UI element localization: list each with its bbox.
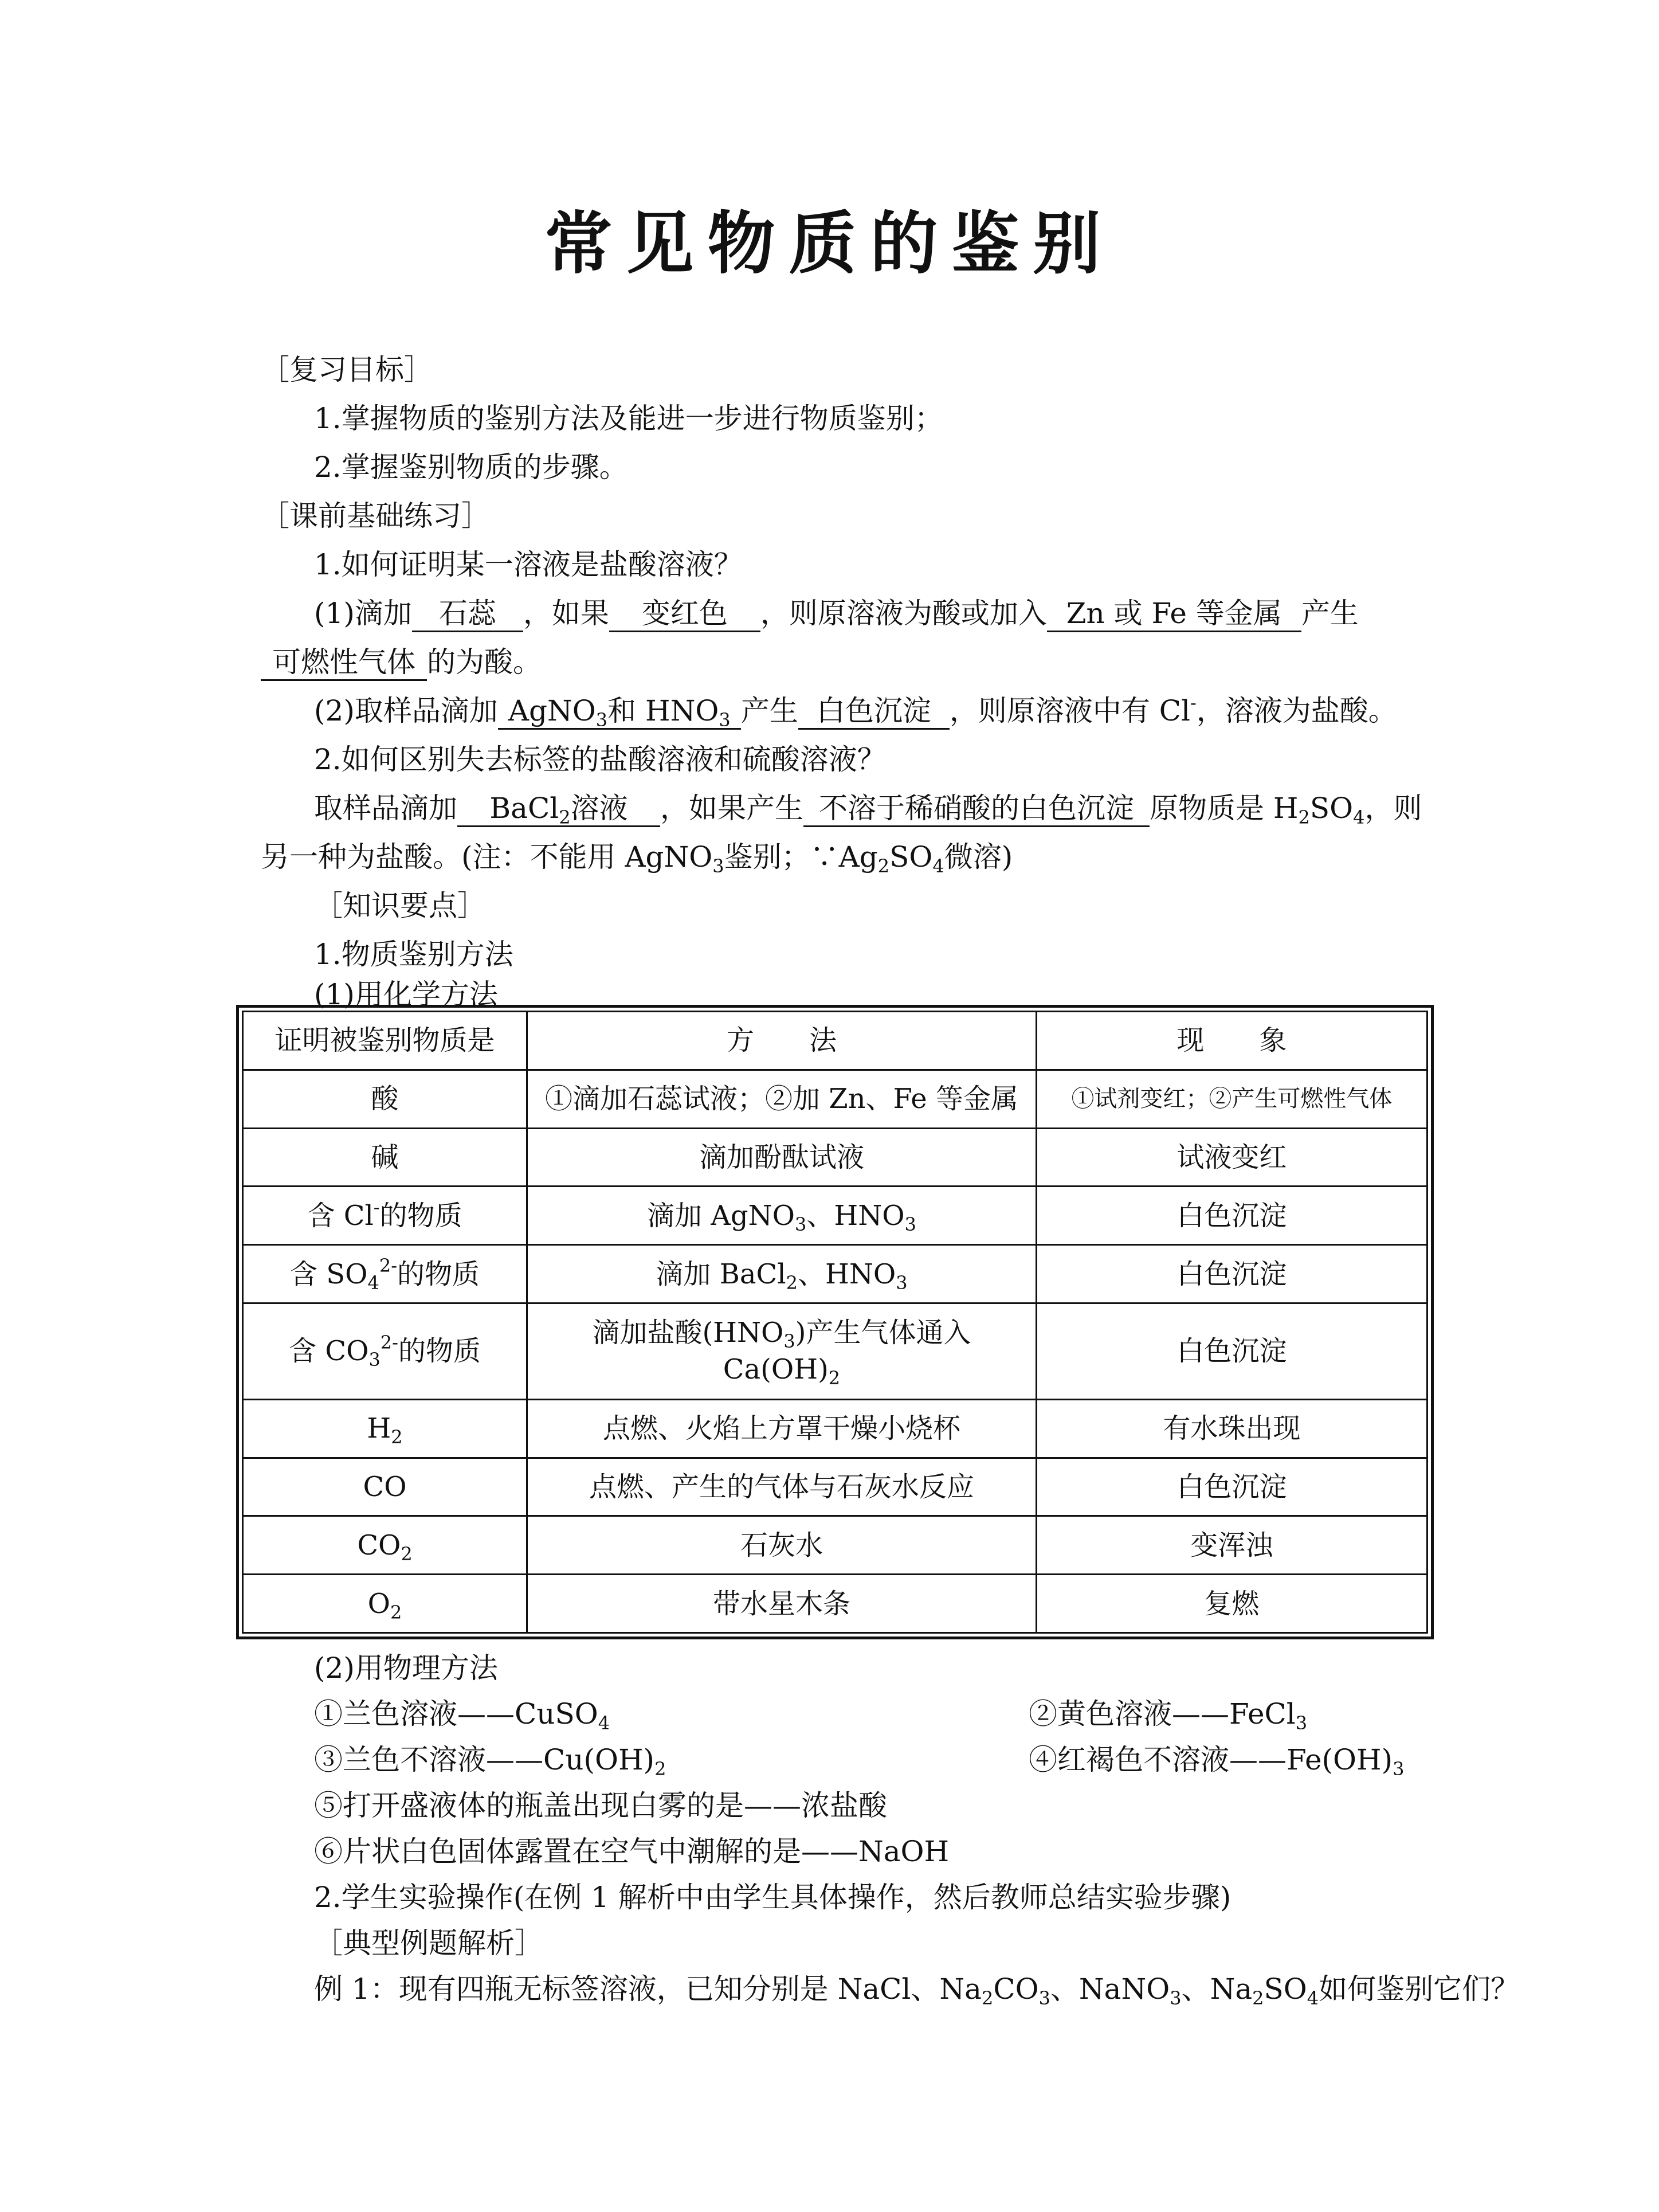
phenomenon-cell: 试液变红: [1036, 1128, 1427, 1187]
phenomenon-cell: 变浑浊: [1036, 1516, 1427, 1575]
subscript: 4: [1353, 807, 1365, 828]
table-row: [243, 1245, 1427, 1303]
header-cell: 证明被鉴别物质是: [243, 1012, 527, 1070]
subscript: 2: [786, 1271, 798, 1294]
text: 含 SO: [290, 1258, 368, 1290]
text: 如何鉴别它们？: [1319, 1972, 1520, 2006]
subscript: 4: [1307, 1987, 1319, 2009]
text: 产生: [740, 694, 798, 727]
answer-blank: 变红色: [609, 596, 760, 632]
substance-cell: [243, 1399, 527, 1458]
table-row: [243, 1128, 1427, 1187]
subscript: 2: [1252, 1987, 1264, 2009]
text: 滴加 AgNO: [647, 1199, 795, 1232]
superscript: -: [373, 1196, 380, 1218]
text: 另一种为盐酸。(注：不能用 AgNO: [261, 840, 713, 874]
substance-cell: [243, 1516, 527, 1575]
table-header-row: [243, 1012, 1427, 1070]
text: 产生: [1301, 597, 1359, 630]
physical-item-5: ⑤打开盛液体的瓶盖出现白雾的是——浓盐酸: [314, 1789, 887, 1822]
subscript: 3: [1393, 1758, 1405, 1780]
text: ④红褐色不溶液——Fe(OH): [1029, 1743, 1393, 1776]
subscript: 3: [896, 1271, 908, 1294]
text: 、NaNO: [1050, 1972, 1170, 2006]
text: O: [367, 1587, 391, 1620]
identification-table: [236, 1005, 1434, 1639]
review-heading: ［复习目标］: [261, 353, 433, 386]
subscript: 3: [783, 1330, 795, 1353]
phenomenon-cell: 白色沉淀: [1036, 1245, 1427, 1303]
text: CO: [993, 1972, 1039, 2006]
method-cell: 点燃、产生的气体与石灰水反应: [527, 1458, 1037, 1516]
text: SO: [889, 840, 933, 874]
knowledge-heading: ［知识要点］: [314, 889, 486, 922]
text: 溶液: [570, 792, 628, 825]
text: AgNO: [508, 694, 596, 727]
text: 的物质: [379, 1199, 462, 1232]
physical-method-heading: (2)用物理方法: [314, 1651, 498, 1685]
text: 的为酸。: [427, 645, 542, 679]
superscript: 2-: [379, 1254, 398, 1277]
substance-cell: CO: [243, 1458, 527, 1516]
text: 的物质: [398, 1335, 481, 1368]
answer-blank: 白色沉淀: [798, 694, 950, 730]
review-item-2: 2.掌握鉴别物质的步骤。: [314, 451, 628, 484]
method-cell: [527, 1187, 1037, 1245]
text: SO: [1309, 792, 1354, 825]
text: (1)滴加: [314, 597, 412, 630]
chemical-method-heading: (1)用化学方法: [314, 978, 498, 1011]
answer-blank: 不溶于稀硝酸的白色沉淀: [803, 791, 1150, 827]
review-item-1: 1.掌握物质的鉴别方法及能进一步进行物质鉴别；: [314, 402, 943, 435]
subscript: 4: [932, 855, 944, 877]
subscript: 3: [1295, 1712, 1308, 1734]
question-2-answer-cont: [261, 837, 1013, 877]
answer-blank: Zn 或 Fe 等金属: [1047, 596, 1301, 632]
superscript: 2-: [380, 1332, 398, 1354]
subscript: 4: [367, 1271, 379, 1294]
method-cell: [527, 1245, 1037, 1303]
text: 微溶): [944, 840, 1013, 874]
subscript: 3: [904, 1213, 916, 1235]
question-1-part-2: [314, 691, 1397, 731]
subscript: 3: [368, 1349, 381, 1371]
subscript: 2: [559, 807, 571, 828]
physical-item-1: [314, 1694, 610, 1734]
phenomenon-cell: 白色沉淀: [1036, 1187, 1427, 1245]
method-cell: 带水星木条: [527, 1575, 1037, 1633]
substance-cell: [243, 1575, 527, 1633]
question-1: 1.如何证明某一溶液是盐酸溶液？: [314, 548, 743, 581]
substance-cell: 碱: [243, 1128, 527, 1187]
physical-item-2: [1029, 1694, 1307, 1734]
text: ，则: [1364, 792, 1422, 825]
method-cell: ①滴加石蕊试液；②加 Zn、Fe 等金属: [527, 1070, 1037, 1128]
text: ，如果产生: [660, 792, 803, 825]
subscript: 2: [1298, 807, 1310, 828]
table-row: [243, 1187, 1427, 1245]
subscript: 2: [401, 1542, 413, 1565]
text: ，则原溶液为酸或加入: [760, 597, 1047, 630]
table-row: [243, 1399, 1427, 1458]
method-cell: [527, 1303, 1037, 1399]
text: SO: [1264, 1972, 1307, 2006]
question-2-answer: [314, 788, 1422, 828]
text: 滴加 BaCl: [656, 1258, 786, 1290]
phenomenon-cell: 白色沉淀: [1036, 1303, 1427, 1399]
subscript: 3: [795, 1213, 807, 1235]
substance-cell: [243, 1245, 527, 1303]
knowledge-item-1: 1.物质鉴别方法: [314, 938, 513, 971]
text: (2)取样品滴加: [314, 694, 498, 727]
subscript: 2: [877, 855, 890, 877]
text: ，溶液为盐酸。: [1196, 694, 1397, 727]
subscript: 2: [654, 1758, 666, 1780]
question-1-part-1: [314, 593, 1359, 633]
header-cell: 现 象: [1036, 1012, 1427, 1070]
example-1: [314, 1969, 1519, 2009]
text: Ca(OH): [723, 1353, 829, 1386]
method-cell: 石灰水: [527, 1516, 1037, 1575]
text: ②黄色溶液——FeCl: [1029, 1697, 1296, 1731]
text: 、HNO: [797, 1258, 896, 1290]
physical-item-6: ⑥片状白色固体露置在空气中潮解的是——NaOH: [314, 1835, 950, 1868]
subscript: 2: [391, 1426, 403, 1448]
phenomenon-cell: ①试剂变红；②产生可燃性气体: [1036, 1070, 1427, 1128]
method-cell: 点燃、火焰上方罩干燥小烧杯: [527, 1399, 1037, 1458]
text: ①兰色溶液——CuSO: [314, 1697, 598, 1731]
text: 和 HNO: [607, 694, 719, 727]
answer-blank: 石蕊: [412, 596, 523, 632]
examples-heading: ［典型例题解析］: [314, 1927, 543, 1960]
subscript: 3: [1170, 1987, 1182, 2009]
physical-item-4: [1029, 1740, 1405, 1780]
answer-blank: [457, 791, 660, 827]
question-2: 2.如何区别失去标签的盐酸溶液和硫酸溶液？: [314, 743, 886, 776]
answer-blank: 可燃性气体: [261, 645, 427, 681]
text: 例 1：现有四瓶无标签溶液，已知分别是 NaCl、Na: [314, 1972, 982, 2006]
pre-practice-heading: ［课前基础练习］: [261, 499, 490, 533]
text: 、HNO: [806, 1199, 905, 1232]
phenomenon-cell: 白色沉淀: [1036, 1458, 1427, 1516]
superscript: -: [1190, 692, 1197, 714]
text: ，如果: [523, 597, 609, 630]
subscript: 2: [981, 1987, 994, 2009]
subscript: 2: [828, 1367, 841, 1389]
header-cell: 方 法: [527, 1012, 1037, 1070]
subscript: 3: [712, 855, 724, 877]
substance-cell: 酸: [243, 1070, 527, 1128]
subscript: 3: [595, 709, 608, 731]
subscript: 4: [598, 1712, 610, 1734]
table-row: [243, 1303, 1427, 1399]
answer-blank: [498, 694, 741, 730]
table-row: [243, 1070, 1427, 1128]
page-title: 常见物质的鉴别: [544, 203, 1115, 283]
substance-cell: [243, 1303, 527, 1399]
table-row: [243, 1575, 1427, 1633]
text: BaCl: [489, 792, 559, 825]
text: ③兰色不溶液——Cu(OH): [314, 1743, 655, 1776]
knowledge-item-2: 2.学生实验操作(在例 1 解析中由学生具体操作，然后教师总结实验步骤): [314, 1881, 1231, 1914]
text: ，则原溶液中有 Cl: [949, 694, 1190, 727]
subscript: 3: [719, 709, 731, 731]
text: 含 CO: [289, 1335, 369, 1368]
text: 、Na: [1181, 1972, 1253, 2006]
text: 原物质是 H: [1150, 792, 1299, 825]
substance-cell: [243, 1187, 527, 1245]
subscript: 2: [390, 1601, 402, 1623]
text: CO: [357, 1529, 401, 1561]
method-cell: 滴加酚酞试液: [527, 1128, 1037, 1187]
question-1-part-1-cont: [261, 642, 542, 682]
text: 取样品滴加: [314, 792, 457, 825]
text: )产生气体通入: [795, 1317, 971, 1349]
physical-item-3: [314, 1740, 666, 1780]
text: 的物质: [397, 1258, 480, 1290]
text: H: [367, 1412, 391, 1445]
text: 含 Cl: [307, 1199, 374, 1232]
phenomenon-cell: 复燃: [1036, 1575, 1427, 1633]
phenomenon-cell: 有水珠出现: [1036, 1399, 1427, 1458]
table-row: [243, 1458, 1427, 1516]
text: 鉴别；∵Ag: [724, 840, 878, 874]
subscript: 3: [1038, 1987, 1050, 2009]
table-row: [243, 1516, 1427, 1575]
text: 滴加盐酸(HNO: [592, 1317, 784, 1349]
table: [242, 1011, 1428, 1634]
